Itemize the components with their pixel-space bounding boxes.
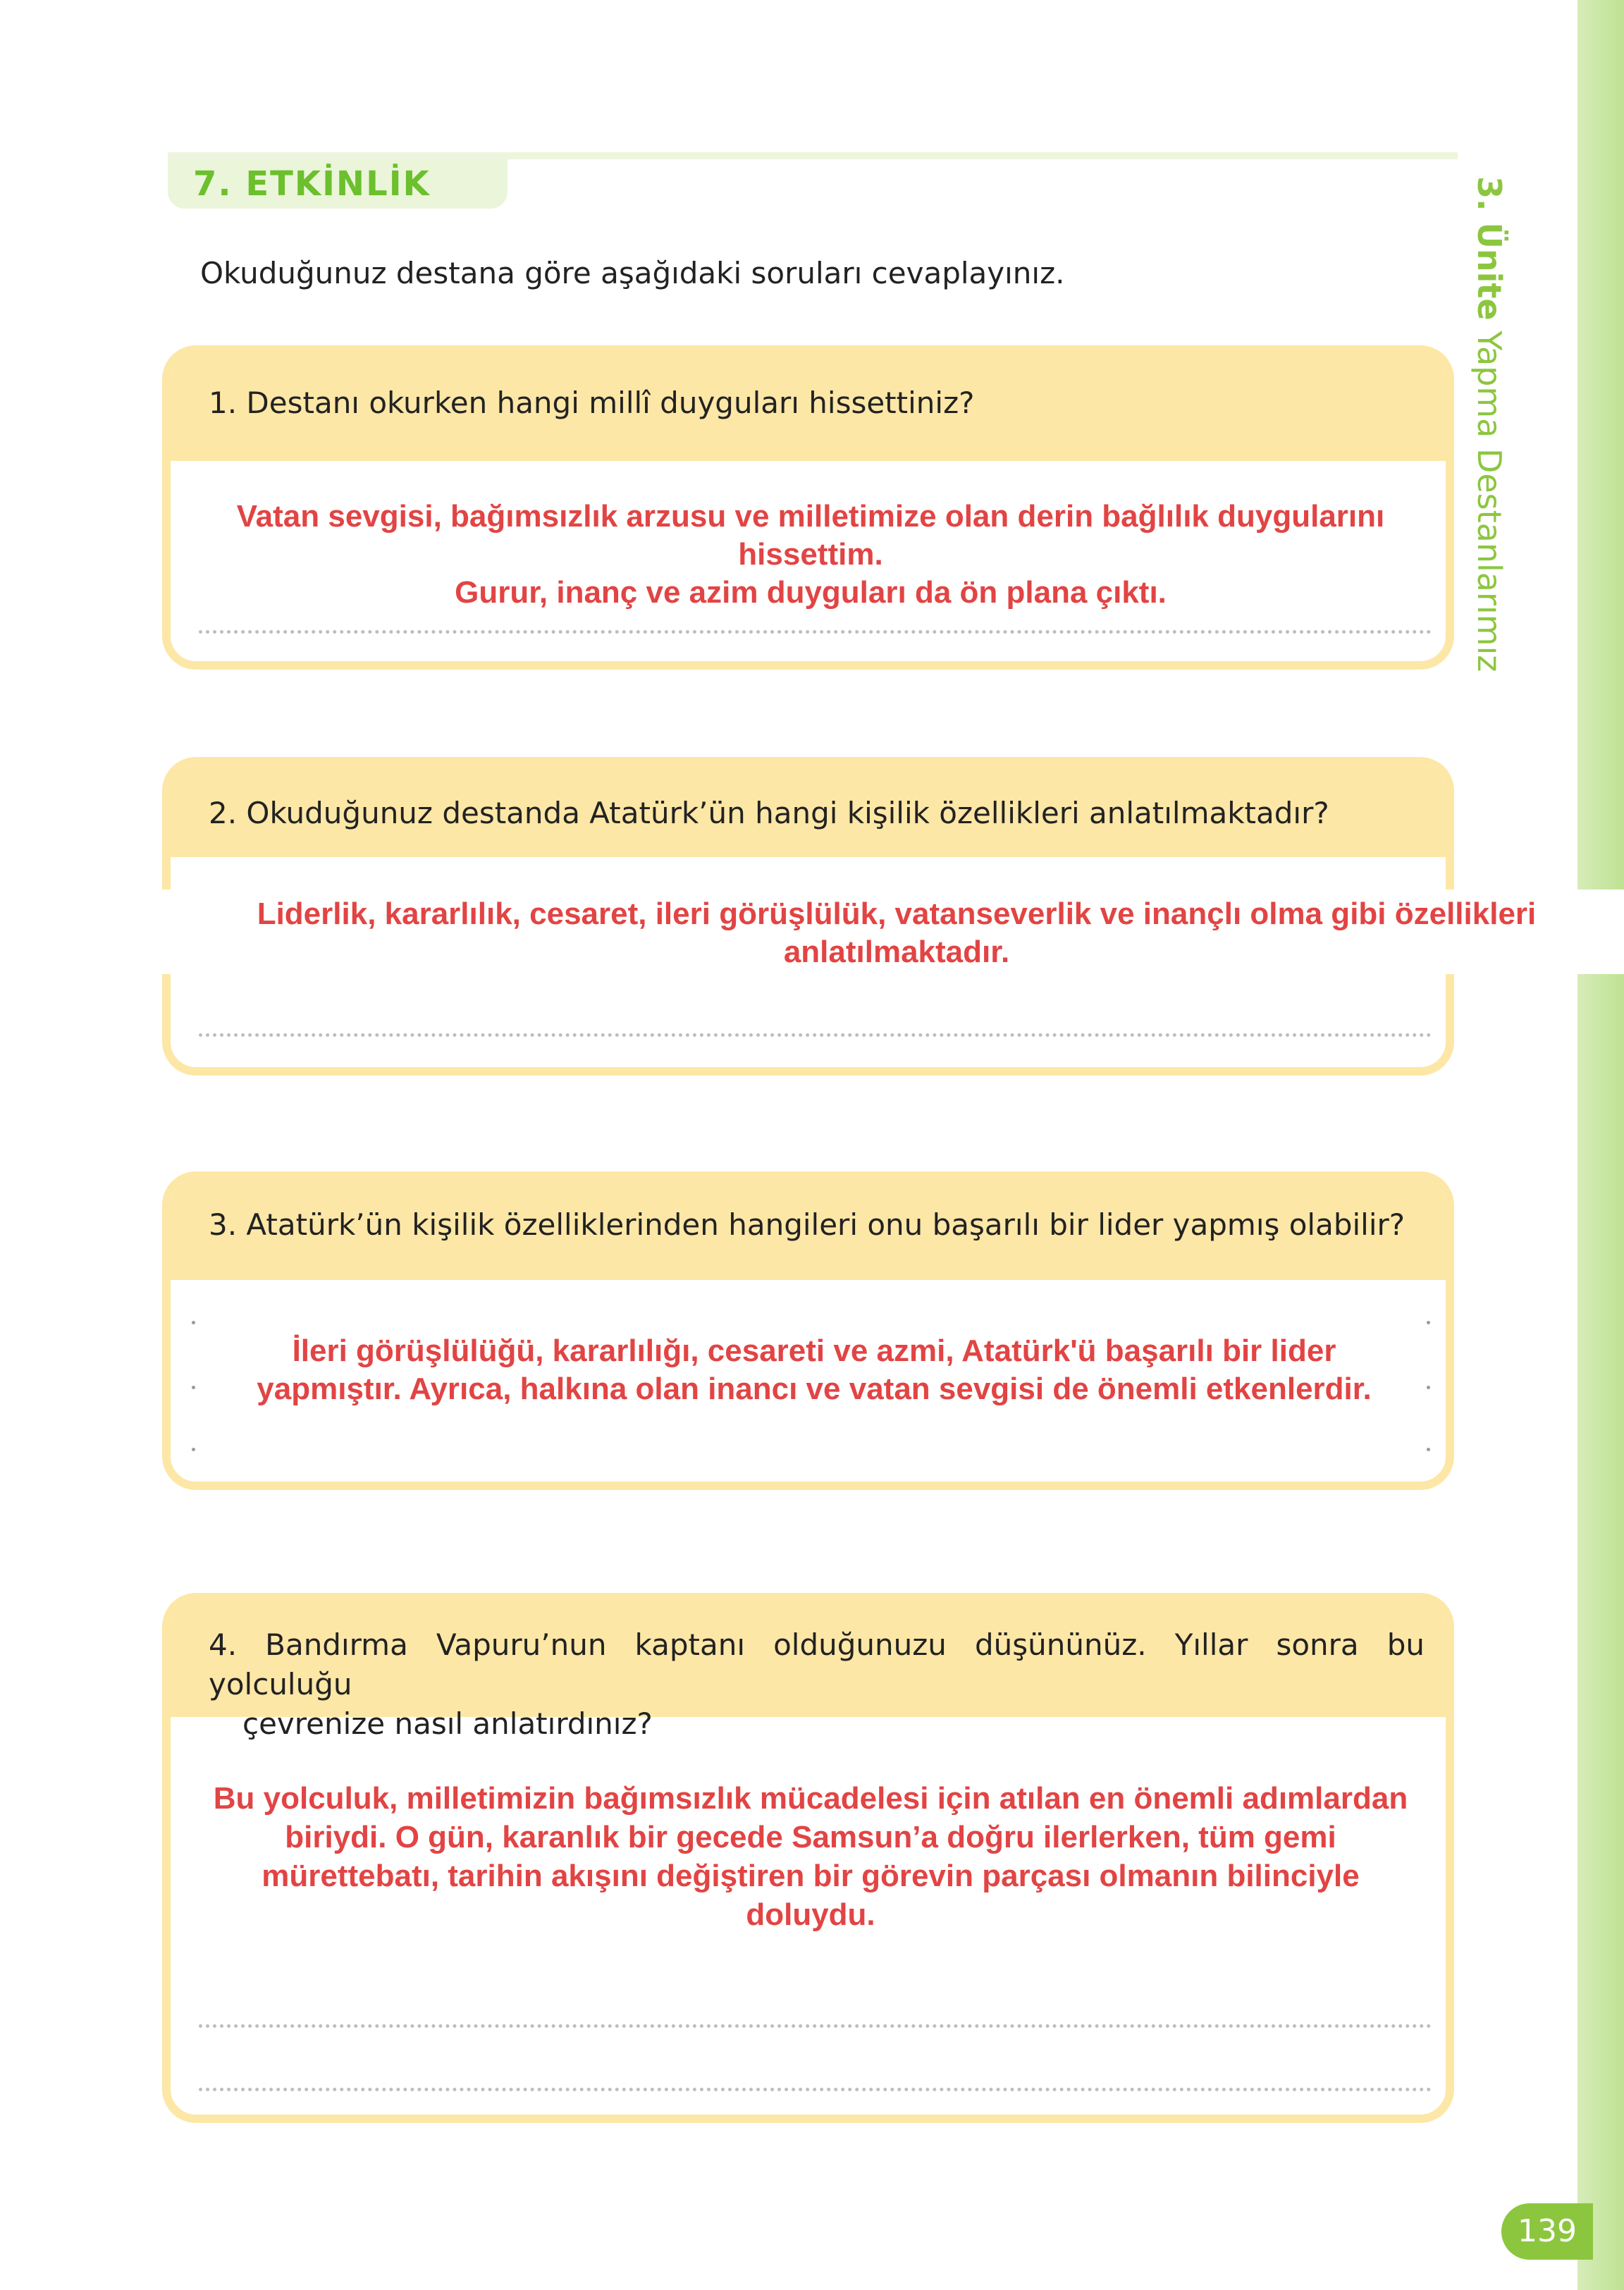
unit-title — [1465, 176, 1514, 712]
answer-1-line-2: hissettim. — [738, 537, 883, 572]
dot-mark — [1427, 1321, 1430, 1324]
dot-mark — [1427, 1448, 1430, 1451]
answer-1 — [176, 498, 1445, 612]
header-rule — [168, 152, 1458, 159]
question-text-3: 3. Atatürk’ün kişilik özelliklerinden hangileri onu başarılı bir lider yapmış olabilir? — [171, 1180, 1446, 1280]
page-number: 139 — [1501, 2203, 1593, 2260]
dot-mark — [1427, 1386, 1430, 1389]
answer-line — [199, 2024, 1432, 2028]
answer-4-line-1: Bu yolculuk, milletimizin bağımsızlık mücadelesi için atılan en önemli adımlardan — [213, 1781, 1408, 1816]
answer-line — [199, 630, 1432, 634]
answer-2 — [178, 895, 1616, 971]
unit-number: 3. Ünite — [1470, 176, 1508, 321]
activity-tab — [168, 159, 508, 209]
answer-3-line-2: yapmıştır. Ayrıca, halkına olan inancı ve vatan sevgisi de önemli etkenlerdir. — [257, 1372, 1372, 1406]
answer-1-line-3: Gurur, inanç ve azim duyguları da ön plana çıktı. — [455, 575, 1167, 610]
answer-1-line-1: Vatan sevgisi, bağımsızlık arzusu ve milletimize olan derin bağlılık duygularını — [236, 499, 1385, 534]
answer-4-line-3: mürettebatı, tarihin akışını değiştiren bir görevin parçası olmanın bilinciyle — [262, 1859, 1360, 1893]
answer-2-line-1: Liderlik, kararlılık, cesaret, ileri görüşlülük, vatanseverlik ve inançlı olma gibi özellikleri — [257, 897, 1537, 931]
question-card-3 — [162, 1171, 1454, 1490]
activity-instruction: Okuduğunuz destana göre aşağıdaki soruları cevaplayınız. — [200, 256, 1065, 290]
answer-line — [199, 2088, 1432, 2091]
answer-4-line-2: biriydi. O gün, karanlık bir gecede Samsun’a doğru ilerlerken, tüm gemi — [285, 1820, 1336, 1854]
question-text-4 — [171, 1601, 1446, 1741]
dot-mark — [192, 1386, 195, 1389]
dot-mark — [192, 1321, 195, 1324]
answer-3-line-1: İleri görüşlülüğü, kararlılığı, cesareti ve azmi, Atatürk'ü başarılı bir lider — [292, 1334, 1336, 1368]
question-4-line-2: çevrenize nasıl anlatırdınız? — [242, 1706, 653, 1741]
unit-name: Yapma Destanlarımız — [1470, 331, 1508, 672]
activity-title: 7. ETKİNLİK — [193, 164, 431, 204]
question-4-line-1: 4. Bandırma Vapuru’nun kaptanı olduğunuzu düşününüz. Yıllar sonra bu yolculuğu — [209, 1627, 1425, 1701]
side-band — [1577, 0, 1624, 2290]
answer-4-line-4: doluydu. — [746, 1897, 875, 1932]
answer-4 — [176, 1779, 1445, 1934]
answer-3 — [204, 1332, 1424, 1408]
question-text-2: 2. Okuduğunuz destanda Atatürk’ün hangi kişilik özellikleri anlatılmaktadır? — [171, 765, 1446, 857]
question-text-1: 1. Destanı okurken hangi millî duyguları hissettiniz? — [171, 354, 1446, 461]
answer-2-line-2: anlatılmaktadır. — [783, 935, 1010, 969]
answer-line — [199, 1033, 1432, 1037]
dot-mark — [192, 1448, 195, 1451]
